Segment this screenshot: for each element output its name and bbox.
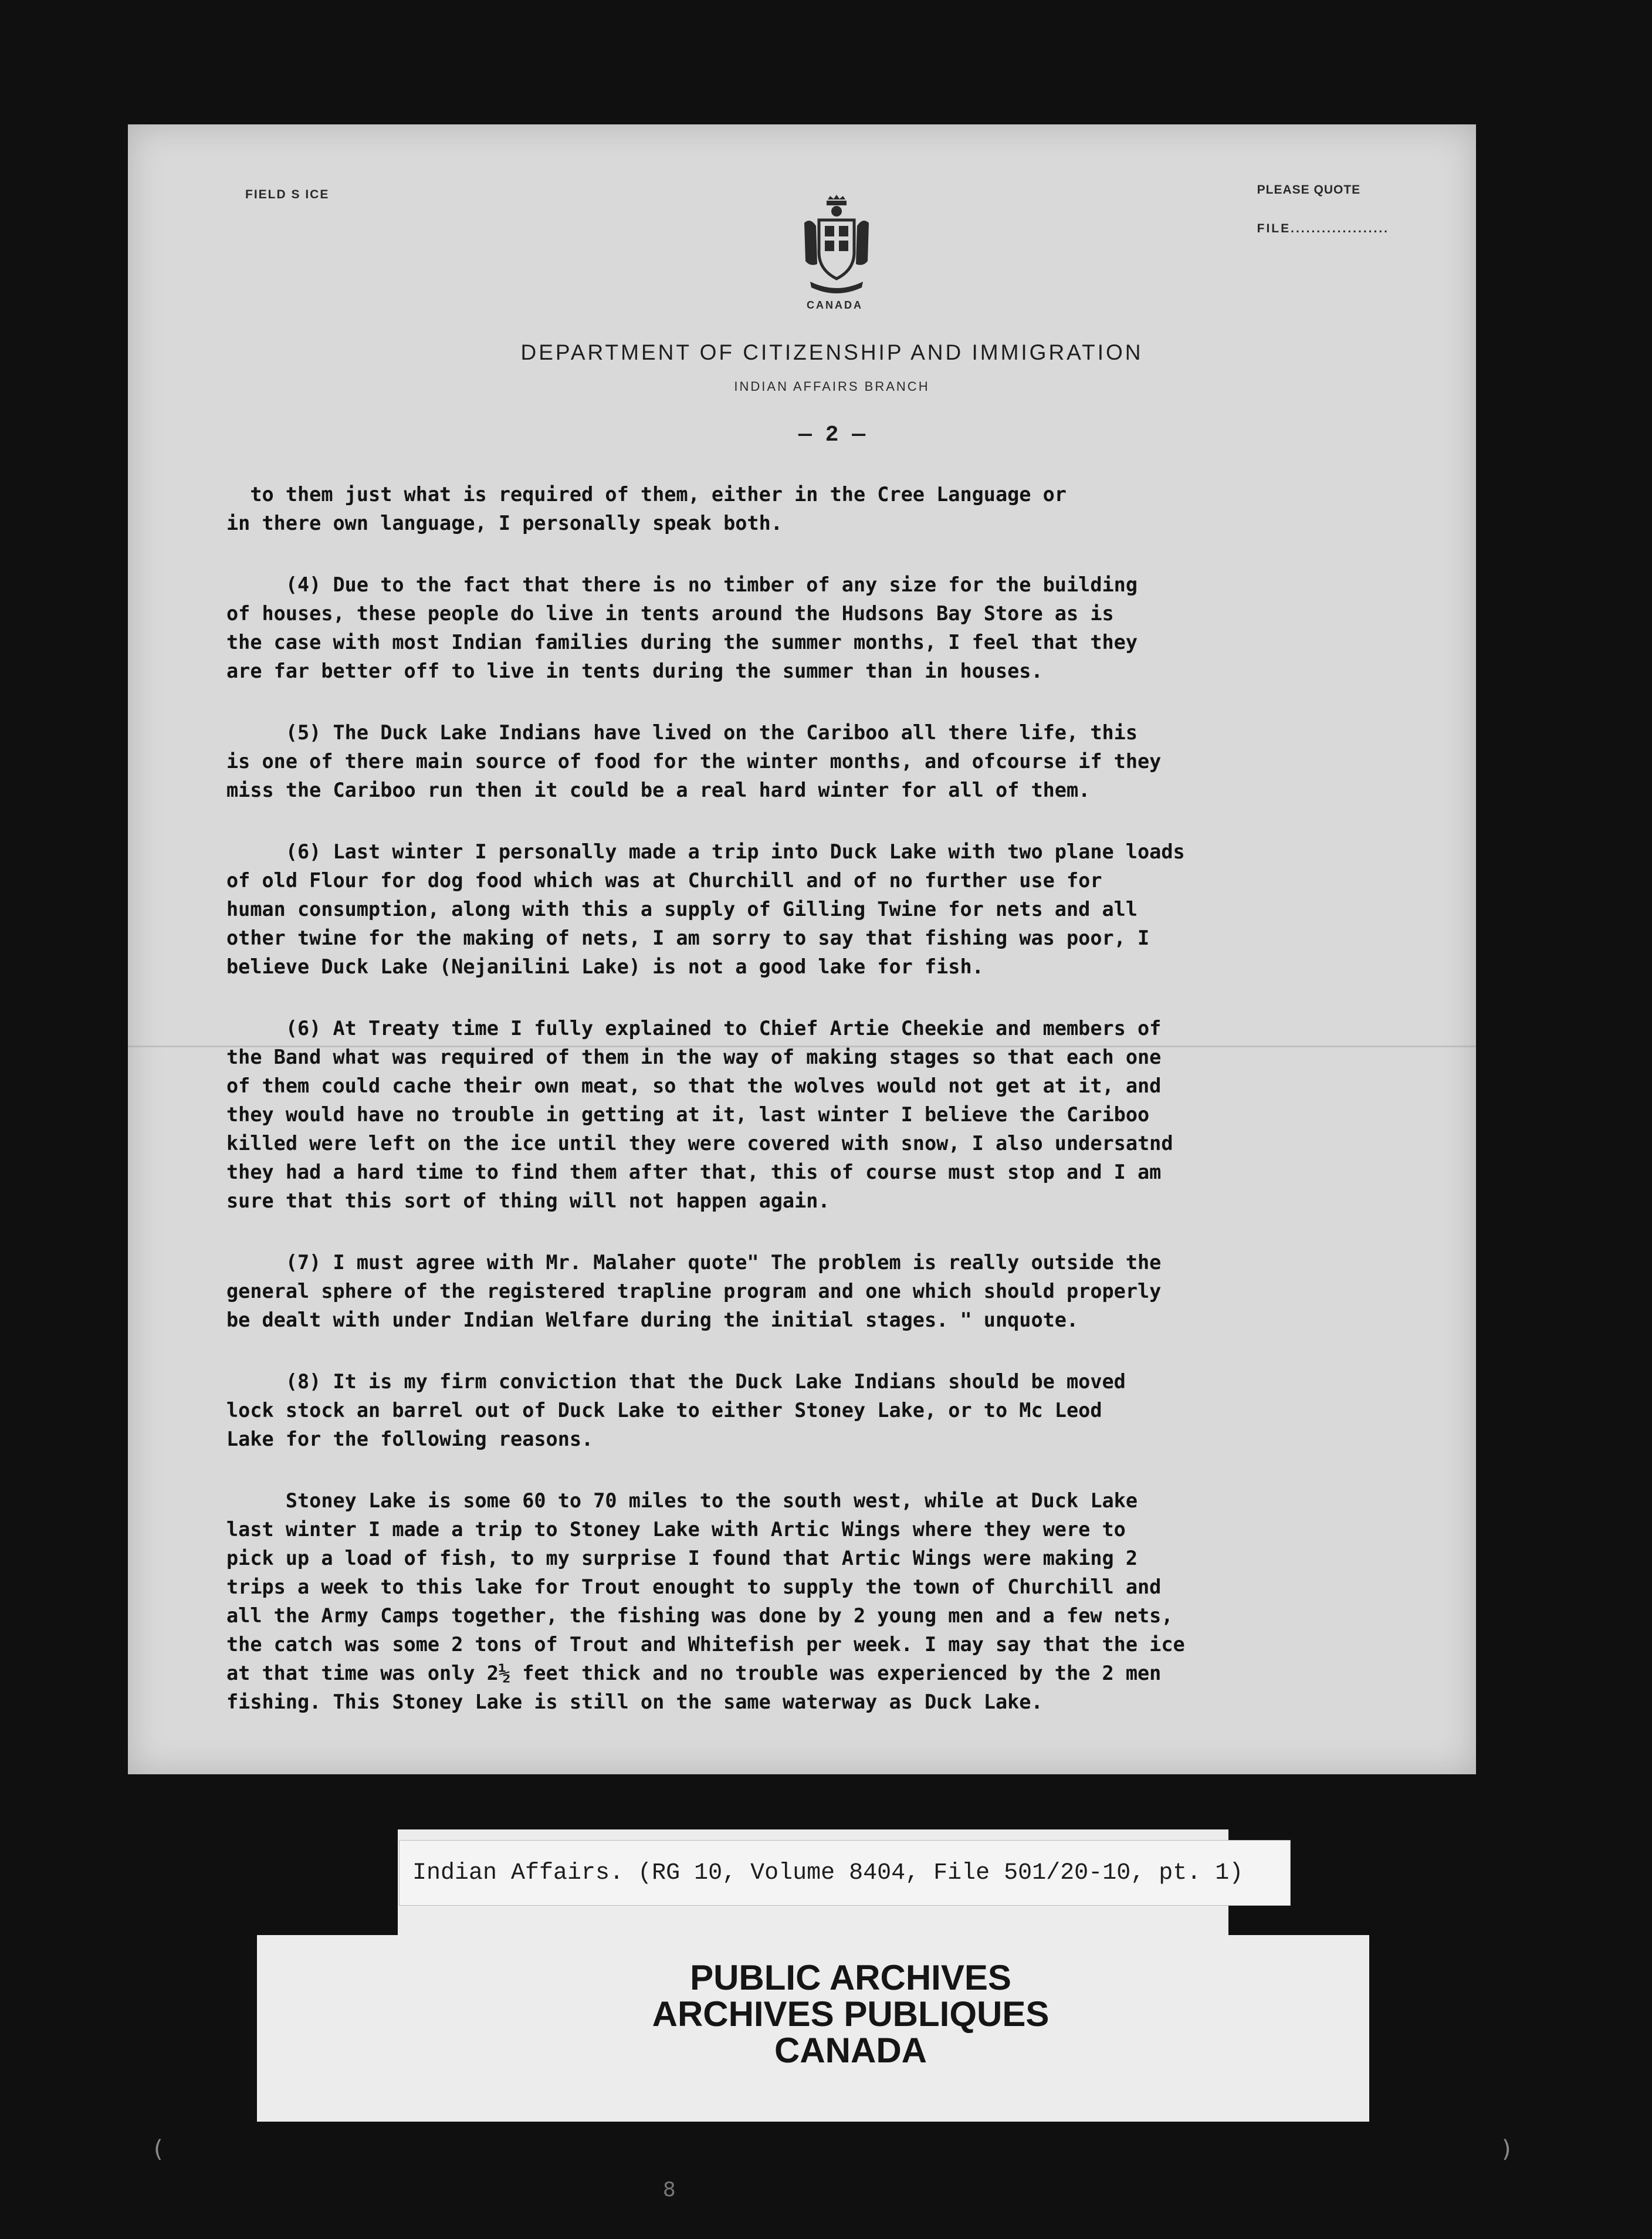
text-line: the Band what was required of them in the way of making stages so that each one [226, 1046, 1162, 1068]
paragraph [226, 1367, 1423, 1453]
card-notch [257, 1829, 398, 1935]
text-line: (6) At Treaty time I fully explained to Chief Artie Cheekie and members of [226, 1017, 1162, 1040]
film-mark: 8 [663, 2178, 676, 2201]
text-line: Lake for the following reasons. [226, 1428, 594, 1450]
coat-of-arms-icon [793, 194, 881, 299]
department-heading: DEPARTMENT OF CITIZENSHIP AND IMMIGRATION [520, 340, 1143, 364]
page-number: — 2 — [798, 422, 866, 448]
paragraph [226, 1014, 1423, 1215]
quote-file-block [1257, 183, 1389, 261]
text-line: trips a week to this lake for Trout enought to supply the town of Churchill and [226, 1575, 1162, 1598]
text-line: of old Flour for dog food which was at Churchill and of no further use for [226, 869, 1102, 892]
archive-stamp-line: CANADA [774, 2031, 927, 2070]
text-line: of houses, these people do live in tents around the Hudsons Bay Store as is [226, 602, 1114, 625]
letter-body [226, 480, 1423, 1749]
text-line: they would have no trouble in getting at it, last winter I believe the Cariboo [226, 1103, 1150, 1126]
paragraph [226, 570, 1423, 685]
text-line: human consumption, along with this a supply of Gilling Twine for nets and all [226, 898, 1138, 921]
film-mark: ) [1502, 2136, 1511, 2163]
text-line: miss the Cariboo run then it could be a real hard winter for all of them. [226, 779, 1091, 801]
file-label: FILE................... [1257, 222, 1389, 235]
text-line: other twine for the making of nets, I am sorry to say that fishing was poor, I [226, 926, 1150, 949]
text-line: the case with most Indian families during the summer months, I feel that they [226, 631, 1138, 654]
paragraph [226, 1486, 1423, 1716]
document-page [128, 124, 1476, 1774]
text-line: (7) I must agree with Mr. Malaher quote" The problem is really outside the [226, 1251, 1162, 1274]
film-mark: ( [154, 2136, 163, 2163]
text-line: last winter I made a trip to Stoney Lake with Artic Wings where they were to [226, 1518, 1126, 1541]
text-line: at that time was only 2½ feet thick and no trouble was experienced by the 2 men [226, 1662, 1162, 1685]
archive-stamp-line: ARCHIVES PUBLIQUES [652, 1994, 1050, 2034]
text-line: Stoney Lake is some 60 to 70 miles to the south west, while at Duck Lake [226, 1489, 1138, 1512]
text-line: the catch was some 2 tons of Trout and Whitefish per week. I may say that the ice [226, 1633, 1185, 1656]
paragraph [226, 1248, 1423, 1334]
text-line: (5) The Duck Lake Indians have lived on the Cariboo all there life, this [226, 721, 1138, 744]
text-line: sure that this sort of thing will not happen again. [226, 1189, 830, 1212]
text-line: (6) Last winter I personally made a trip into Duck Lake with two plane loads [226, 840, 1185, 863]
text-line: killed were left on the ice until they were covered with snow, I also undersatnd [226, 1132, 1173, 1155]
text-line: in there own language, I personally speak both. [226, 512, 783, 535]
text-line: be dealt with under Indian Welfare during the initial stages. " unquote. [226, 1308, 1079, 1331]
text-line: of them could cache their own meat, so that the wolves would not get at it, and [226, 1074, 1162, 1097]
paragraph [226, 718, 1423, 804]
paragraph [226, 480, 1423, 537]
text-line: to them just what is required of them, either in the Cree Language or [226, 483, 1067, 506]
text-line: (8) It is my firm conviction that the Duck Lake Indians should be moved [226, 1370, 1126, 1393]
text-line: (4) Due to the fact that there is no timber of any size for the building [226, 573, 1138, 596]
text-line: fishing. This Stoney Lake is still on the same waterway as Duck Lake. [226, 1690, 1043, 1713]
archive-reference: Indian Affairs. (RG 10, Volume 8404, File 501/20-10, pt. 1) [399, 1840, 1291, 1906]
text-line: they had a hard time to find them after that, this of course must stop and I am [226, 1161, 1162, 1183]
field-service-label: FIELD S ICE [245, 188, 330, 201]
country-label: CANADA [807, 299, 863, 311]
archive-stamp-line: PUBLIC ARCHIVES [690, 1958, 1011, 1997]
text-line: are far better off to live in tents during the summer than in houses. [226, 659, 1043, 682]
text-line: lock stock an barrel out of Duck Lake to either Stoney Lake, or to Mc Leod [226, 1399, 1102, 1422]
text-line: believe Duck Lake (Nejanilini Lake) is not a good lake for fish. [226, 955, 984, 978]
paragraph [226, 837, 1423, 981]
text-line: general sphere of the registered trapline program and one which should properly [226, 1280, 1162, 1303]
branch-heading: INDIAN AFFAIRS BRANCH [734, 379, 930, 394]
text-line: pick up a load of fish, to my surprise I found that Artic Wings were making 2 [226, 1547, 1138, 1570]
text-line: is one of there main source of food for the winter months, and ofcourse if they [226, 750, 1162, 773]
archive-stamp [587, 1960, 1115, 2069]
please-quote-label: PLEASE QUOTE [1257, 183, 1361, 197]
text-line: all the Army Camps together, the fishing was done by 2 young men and a few nets, [226, 1604, 1173, 1627]
